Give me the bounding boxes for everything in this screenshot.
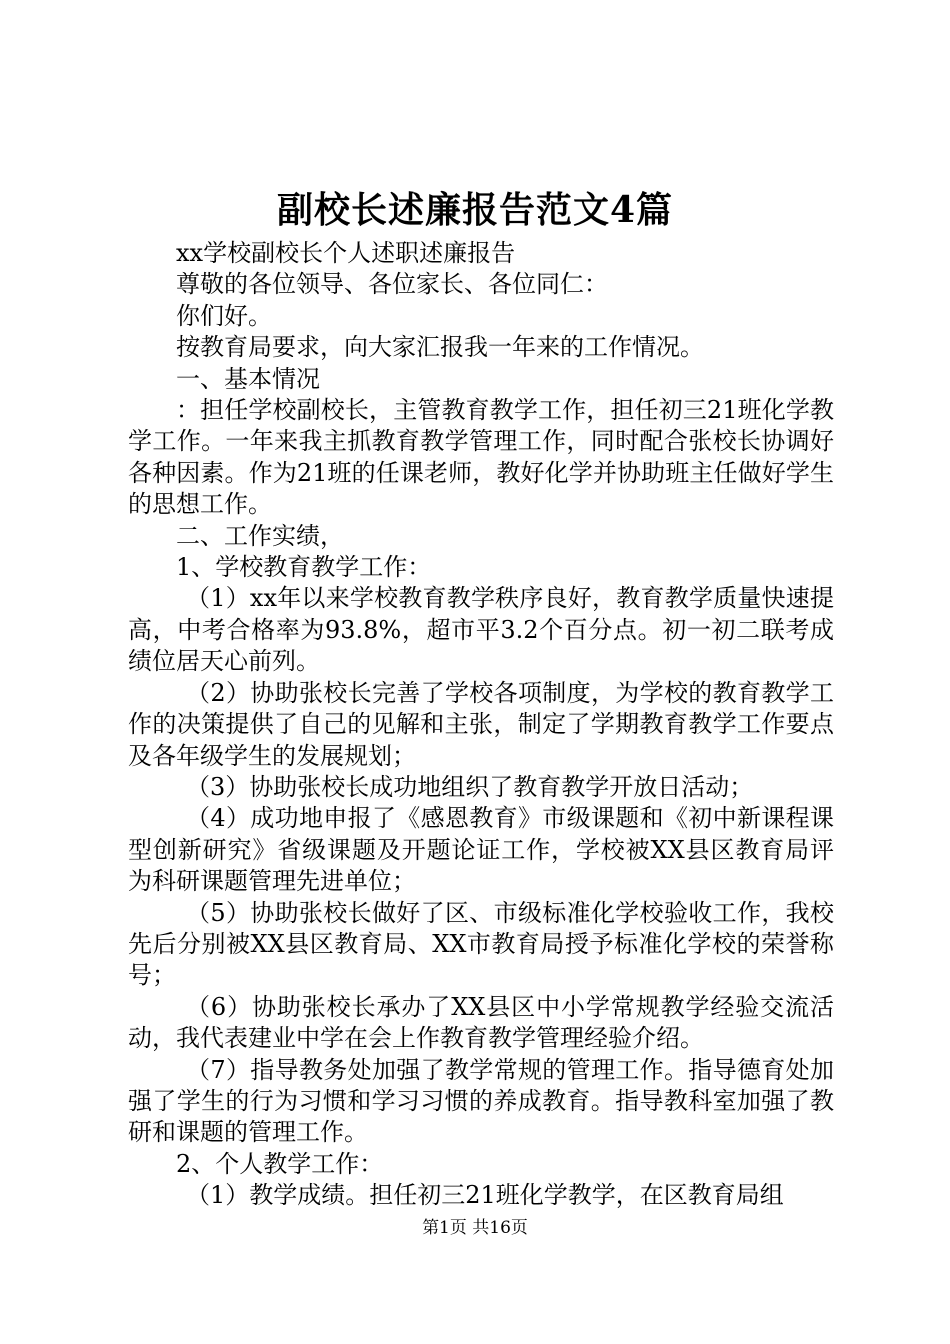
list-item: （6）协助张校长承办了XX县区中小学常规教学经验交流活动，我代表建业中学在会上作教育教学管理经验介绍。: [128, 992, 834, 1053]
document-body: [128, 238, 834, 1212]
list-item: （4）成功地申报了《感恩教育》市级课题和《初中新课程课型创新研究》省级课题及开题论证工作，学校被XX县区教育局评为科研课题管理先进单位；: [128, 804, 834, 896]
document-title: 副校长述廉报告范文4篇: [276, 189, 674, 231]
paragraph: xx学校副校长个人述职述廉报告: [176, 239, 516, 267]
paragraph: 尊敬的各位领导、各位家长、各位同仁：: [176, 270, 608, 299]
list-item: （7）指导教务处加强了教学常规的管理工作。指导德育处加强了学生的行为习惯和学习习惯的养成教育。指导教科室加强了教研和课题的管理工作。: [128, 1055, 834, 1147]
subsection-heading: 1、学校教育教学工作：: [176, 553, 432, 582]
paragraph: 按教育局要求，向大家汇报我一年来的工作情况。: [176, 333, 704, 362]
paragraph: ：担任学校副校长，主管教育教学工作，担任初三21班化学教学工作。一年来我主抓教育教学管理工作，同时配合张校长协调好各种因素。作为21班的任课老师，教好化学并协助班主任做好学生的思想工作。: [128, 396, 834, 519]
list-item: （1）xx年以来学校教育教学秩序良好，教育教学质量快速提高，中考合格率为93.8%，超市平3.2个百分点。初一初二联考成绩位居天心前列。: [128, 584, 834, 676]
list-item: （5）协助张校长做好了区、市级标准化学校验收工作，我校先后分别被XX县区教育局、XX市教育局授予标准化学校的荣誉称号；: [128, 898, 834, 990]
section-heading: 二、工作实绩，: [176, 521, 344, 550]
page-number-footer: 第1页 共16页: [422, 1218, 528, 1238]
list-item: （3）协助张校长成功地组织了教育教学开放日活动；: [186, 772, 754, 801]
section-heading: 一、基本情况: [176, 364, 320, 393]
list-item: （1）教学成绩。担任初三21班化学教学，在区教育局组: [186, 1181, 784, 1210]
paragraph: 你们好。: [176, 301, 272, 330]
list-item: （2）协助张校长完善了学校各项制度，为学校的教育教学工作的决策提供了自己的见解和主张，制定了学期教育教学工作要点及各年级学生的发展规划；: [128, 678, 834, 770]
subsection-heading: 2、个人教学工作：: [176, 1149, 384, 1178]
